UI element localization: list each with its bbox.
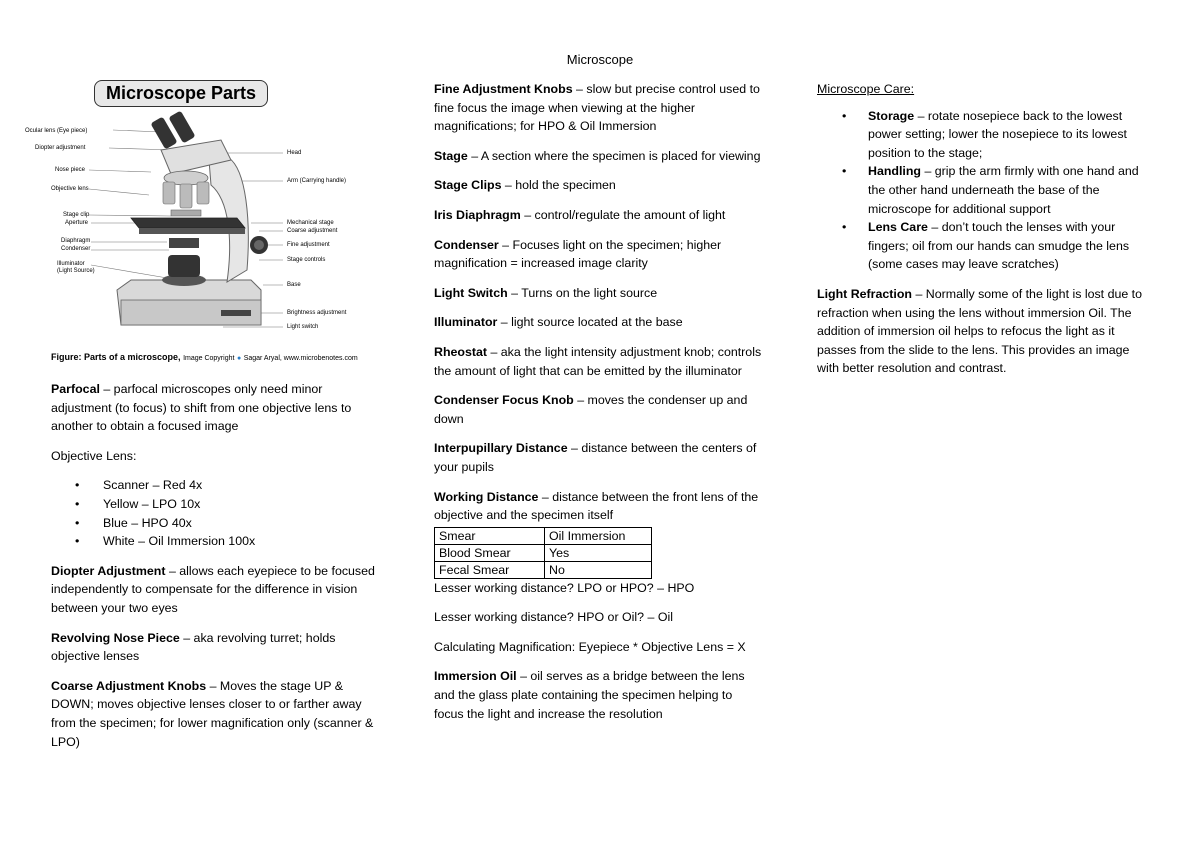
list-item: • Handling – grip the arm firmly with one hand and the other hand underneath the base of the microscope for additional support (817, 162, 1152, 218)
interpupillary-paragraph: Interpupillary Distance – distance between the centers of your pupils (434, 441, 757, 474)
objective-list (51, 476, 386, 550)
parfocal-paragraph: Parfocal – parfocal microscopes only need minor adjustment (to focus) to shift from one objective lens to another to obtain a focused image (51, 382, 352, 434)
table-cell: Yes (545, 544, 652, 561)
column-right (817, 80, 1152, 389)
column-left (25, 80, 386, 762)
condenser-paragraph: Condenser – Focuses light on the specimen; higher magnification = increased image clarity (434, 237, 722, 271)
label-diopter: Diopter adjustment (35, 145, 86, 151)
figure-caption: Figure: Parts of a microscope, Image Copyright ● Sagar Aryal, www.microbenotes.com (51, 352, 358, 362)
label-brightness: Brightness adjustment (287, 310, 347, 316)
label-illuminator: Illuminator (57, 261, 85, 267)
label-stage-controls: Stage controls (287, 257, 326, 263)
iris-paragraph: Iris Diaphragm – control/regulate the amount of light (434, 207, 726, 222)
clips-paragraph: Stage Clips – hold the specimen (434, 178, 616, 193)
rheostat-paragraph: Rheostat – aka the light intensity adjustment knob; controls the amount of light that can be emitted by the illuminator (434, 344, 762, 378)
label-diaphragm: Diaphragm (61, 238, 91, 244)
label-light-switch: Light switch (287, 324, 319, 330)
microscope-figure (25, 80, 386, 370)
label-nose-piece: Nose piece (55, 167, 86, 173)
column-middle (434, 80, 764, 734)
figure-title: Microscope Parts (94, 80, 268, 107)
immersion-oil-paragraph: Immersion Oil – oil serves as a bridge between the lens and the glass plate containing the specimen helping to focus the light and increase the resolution (434, 669, 745, 721)
list-item: • Blue – HPO 40x (51, 514, 386, 533)
smear-table (434, 527, 652, 579)
label-objective-lens: Objective lens (51, 186, 89, 192)
table-header-cell: Smear (435, 527, 545, 544)
table-cell: No (545, 561, 652, 578)
refraction-paragraph: Light Refraction – Normally some of the light is lost due to refraction when using the lens without immersion Oil. The addition of immersion oil helps to refocus the light as it passes from the slide to the lens. This provides an image with better resolution and contrast. (817, 286, 1143, 376)
diopter-paragraph: Diopter Adjustment – allows each eyepiece to be focused independently to compensate for the difference in vision between your two eyes (51, 563, 375, 615)
question-2: Lesser working distance? HPO or Oil? – Oil (434, 610, 673, 625)
label-arm: Arm (Carrying handle) (287, 178, 347, 184)
label-mechanical-stage: Mechanical stage (287, 220, 334, 226)
label-coarse-adjustment: Coarse adjustment (287, 228, 338, 234)
label-ocular-lens: Ocular lens (Eye piece) (25, 128, 88, 134)
table-row (435, 561, 652, 578)
label-condenser: Condenser (61, 246, 91, 252)
label-fine-adjustment: Fine adjustment (287, 242, 330, 248)
list-item: • Scanner – Red 4x (51, 476, 386, 495)
stage-paragraph: Stage – A section where the specimen is placed for viewing (434, 148, 761, 163)
working-distance-paragraph: Working Distance – distance between the front lens of the objective and the specimen itself (434, 489, 759, 523)
table-cell: Blood Smear (435, 544, 545, 561)
question-1: Lesser working distance? LPO or HPO? – HPO (434, 580, 695, 595)
table-cell: Fecal Smear (435, 561, 545, 578)
illuminator-paragraph: Illuminator – light source located at the base (434, 315, 683, 330)
table-header-row (435, 527, 652, 544)
label-light-source: (Light Source) (57, 268, 95, 274)
label-head: Head (287, 150, 302, 156)
list-item: • Storage – rotate nosepiece back to the lowest power setting; lower the nosepiece to its lowest position to the stage; (817, 107, 1152, 163)
care-heading: Microscope Care: (817, 82, 915, 96)
fine-paragraph: Fine Adjustment Knobs – slow but precise control used to fine focus the image when viewing at the higher magnifications; for HPO & Oil Immersion (434, 82, 760, 134)
label-stage-clip: Stage clip (63, 212, 90, 218)
list-item: • Yellow – LPO 10x (51, 495, 386, 514)
switch-paragraph: Light Switch – Turns on the light source (434, 285, 658, 300)
page-title: Microscope (566, 52, 634, 67)
label-base: Base (287, 282, 301, 288)
list-item: • White – Oil Immersion 100x (51, 532, 386, 551)
table-row (435, 544, 652, 561)
label-aperture: Aperture (65, 220, 89, 226)
list-item: • Lens Care – don’t touch the lenses with your fingers; oil from our hands can smudge the lens (some cases may leave scratches) (817, 218, 1152, 274)
objective-heading: Objective Lens: (51, 448, 137, 463)
condenser-knob-paragraph: Condenser Focus Knob – moves the condenser up and down (434, 393, 748, 426)
care-list (817, 107, 1152, 274)
table-header-cell: Oil Immersion (545, 527, 652, 544)
coarse-paragraph: Coarse Adjustment Knobs – Moves the stage UP & DOWN; moves objective lenses closer to or farther away from the specimen; for lower magnification only (scanner & LPO) (51, 678, 374, 749)
copyright-icon: ● (236, 355, 242, 362)
nosepiece-paragraph: Revolving Nose Piece – aka revolving turret; holds objective lenses (51, 630, 336, 664)
magnification-formula: Calculating Magnification: Eyepiece * Objective Lens = X (434, 639, 746, 654)
